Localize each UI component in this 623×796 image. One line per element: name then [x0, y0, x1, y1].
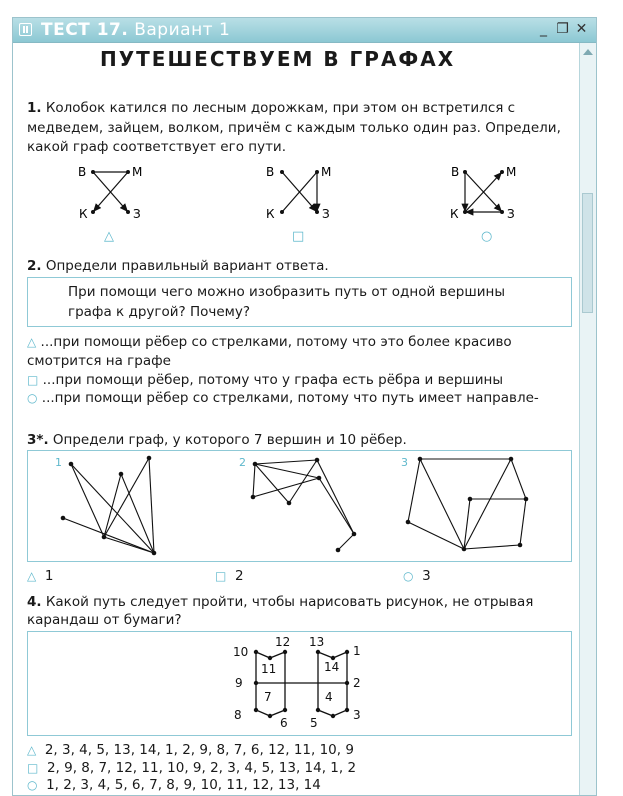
triangle-icon: △ — [27, 335, 37, 349]
q4-option-b[interactable] — [27, 759, 356, 777]
q3-graphs — [27, 450, 572, 562]
q1b-square-option[interactable]: □ — [292, 229, 305, 244]
q3-graph-number-3: 3 — [401, 456, 408, 469]
q3-number: 3*. — [27, 432, 49, 448]
q2-line — [27, 257, 329, 275]
q1-number: 1. — [27, 100, 42, 116]
q3-line — [27, 431, 407, 449]
q3-graph-number-1: 1 — [55, 456, 62, 469]
q2-option-a-line1: ...при помощи рёбер со стрелками, потому что это более красиво — [40, 334, 512, 350]
q4-label-12: 12 — [275, 635, 291, 649]
q1b-label-z: З — [322, 207, 330, 221]
q2-question-box — [27, 277, 572, 327]
q1a-label-b: В — [78, 165, 87, 179]
q1-text-line3: какой граф соответствует его пути. — [27, 139, 286, 155]
circle-icon: ○ — [27, 391, 38, 405]
q4-text-line1: Какой путь следует пройти, чтобы нарисовать рисунок, не отрывая — [45, 594, 534, 610]
title-bar — [13, 18, 596, 43]
q2-option-a[interactable] — [27, 333, 512, 351]
q1c-label-k: К — [450, 207, 459, 221]
q4-label-14: 14 — [324, 660, 340, 674]
q4-label-9: 9 — [235, 676, 243, 690]
window-title-variant: Вариант 1 — [128, 20, 231, 40]
q3-graph-3-vertices — [406, 457, 529, 552]
q4-label-4: 4 — [325, 690, 333, 704]
q3-option-1-label: 1 — [44, 568, 54, 584]
q1a-label-k: К — [79, 207, 88, 221]
square-icon: □ — [215, 569, 227, 583]
q1b-label-b: В — [266, 165, 275, 179]
q4-option-b-text: 2, 9, 8, 7, 12, 11, 10, 9, 2, 3, 4, 5, 13, 14, 1, 2 — [46, 760, 357, 776]
q3-option-3-label: 3 — [422, 568, 431, 584]
window-title-bold: ТЕСТ 17. — [41, 20, 129, 40]
scroll-thumb[interactable] — [582, 193, 593, 313]
q3-graph-1 — [63, 458, 154, 553]
q4-text-line2: карандаш от бумаги? — [27, 612, 182, 628]
q4-label-10: 10 — [233, 645, 249, 659]
q2-question: Определи правильный вариант ответа. — [45, 258, 329, 274]
q4-label-8: 8 — [234, 708, 242, 722]
q4-option-c[interactable] — [27, 776, 321, 794]
q2-option-a-line2: смотрится на графе — [27, 353, 171, 369]
app-icon — [19, 23, 32, 36]
q2-option-c-text: ...при помощи рёбер со стрелками, потому что путь имеет направле- — [41, 390, 539, 406]
q3-option-1[interactable] — [27, 567, 53, 585]
q2-number: 2. — [27, 258, 42, 274]
q4-label-5: 5 — [310, 716, 318, 730]
square-icon: □ — [27, 373, 39, 387]
q3-graph-number-2: 2 — [239, 456, 246, 469]
q4-label-6: 6 — [280, 716, 288, 730]
restore-icon[interactable]: ❐ — [556, 21, 569, 37]
q4-figure — [27, 631, 572, 736]
triangle-icon: △ — [27, 569, 37, 583]
q2-option-b-text: ...при помощи рёбер, потому что у графа есть рёбра и вершины — [42, 372, 504, 388]
q1c-circle-option[interactable]: ○ — [481, 229, 493, 244]
q2-box-line1: При помощи чего можно изобразить путь от одной вершины — [68, 284, 505, 300]
scroll-up-icon[interactable] — [583, 49, 593, 55]
vertical-scrollbar[interactable] — [579, 43, 596, 795]
circle-icon: ○ — [403, 569, 414, 583]
q1a-triangle-option[interactable]: △ — [104, 229, 114, 244]
circle-icon: ○ — [27, 778, 38, 792]
window-title — [41, 20, 230, 40]
q1a-label-m: М — [132, 165, 143, 179]
q3-option-2-label: 2 — [234, 568, 244, 584]
q3-option-3[interactable] — [403, 567, 431, 585]
q4-option-a[interactable] — [27, 741, 354, 759]
q1c-label-z: З — [507, 207, 515, 221]
q3-question: Определи граф, у которого 7 вершин и 10 рёбер. — [52, 432, 407, 448]
q4-option-a-text: 2, 3, 4, 5, 13, 14, 1, 2, 9, 8, 7, 6, 12, 11, 10, 9 — [44, 742, 354, 758]
square-icon: □ — [27, 761, 39, 775]
q1-graphs — [0, 150, 580, 245]
q1-text-line1: Колобок катился по лесным дорожкам, при этом он встретился с — [45, 100, 516, 116]
q4-label-1: 1 — [353, 644, 361, 658]
minimize-icon[interactable]: _ — [540, 21, 547, 37]
q3-option-2[interactable] — [215, 567, 244, 585]
q1a-label-z: З — [133, 207, 141, 221]
triangle-icon: △ — [27, 743, 37, 757]
q1-graph-b — [266, 165, 331, 244]
q4-label-13: 13 — [309, 635, 325, 649]
close-icon[interactable]: ✕ — [575, 21, 588, 37]
q3-graph-3 — [408, 459, 526, 549]
q1-graph-a — [78, 165, 142, 244]
q1-line1 — [27, 99, 515, 117]
q1b-label-m: М — [321, 165, 332, 179]
q2-option-c[interactable] — [27, 389, 539, 407]
q1b-label-k: К — [266, 207, 275, 221]
q4-option-c-text: 1, 2, 3, 4, 5, 6, 7, 8, 9, 10, 11, 12, 13, 14 — [46, 777, 321, 793]
page-title: ПУТЕШЕСТВУЕМ В ГРАФАХ — [100, 47, 456, 71]
q1-graph-c — [450, 165, 516, 244]
q1c-label-b: В — [451, 165, 460, 179]
q4-number: 4. — [27, 594, 42, 610]
q1c-label-m: М — [506, 165, 517, 179]
q2-option-b[interactable] — [27, 371, 503, 389]
q2-box-line2: графа к другой? Почему? — [68, 304, 250, 320]
q3-graph-2 — [253, 460, 354, 550]
q3-graph-2-vertices — [251, 458, 357, 553]
q4-label-2: 2 — [353, 676, 361, 690]
q4-label-3: 3 — [353, 708, 361, 722]
q1-text-line2: медведем, зайцем, волком, причём с каждым только один раз. Определи, — [27, 120, 561, 136]
q4-line1 — [27, 593, 533, 611]
q4-label-11: 11 — [261, 662, 277, 676]
q4-label-7: 7 — [264, 690, 272, 704]
